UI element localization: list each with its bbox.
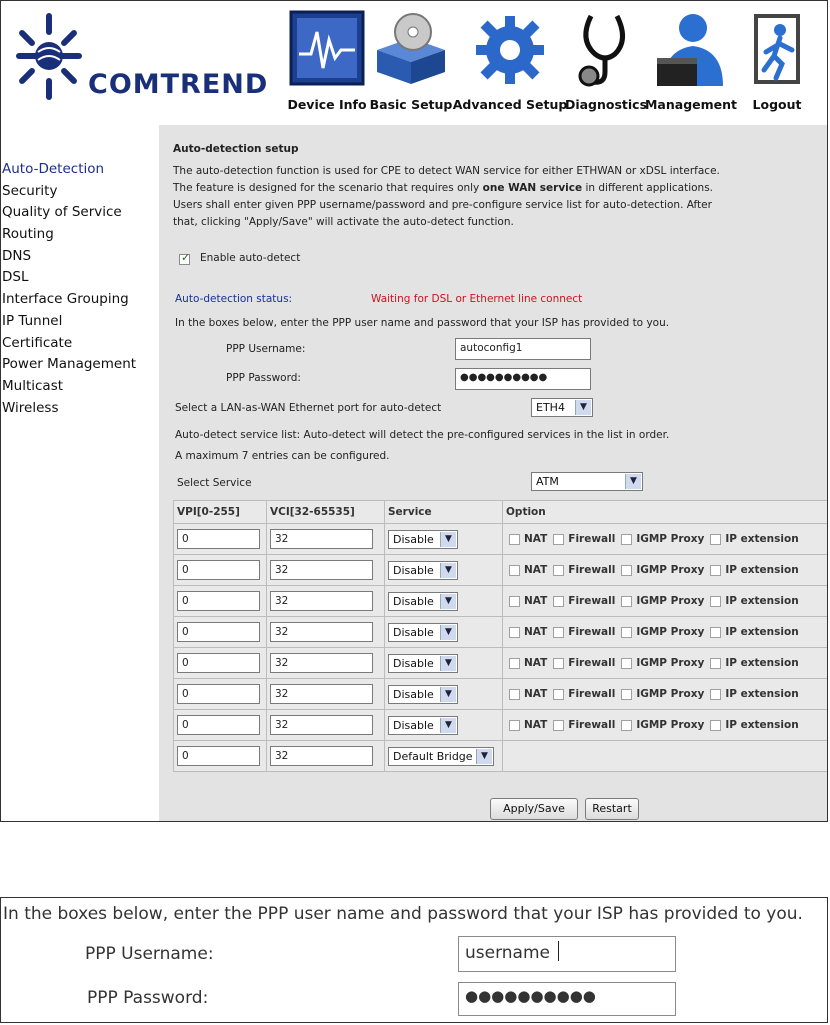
vci-input[interactable]: 32 — [270, 591, 373, 611]
option-group — [503, 533, 827, 545]
option-item[interactable] — [619, 657, 704, 669]
nav-label: Basic Setup — [369, 97, 453, 112]
sidebar-item-routing[interactable]: Routing — [2, 226, 54, 243]
desc-line: The auto-detection function is used for CPE to detect WAN service for either ETHWAN or xDSL interface. — [173, 165, 720, 177]
option-label: NAT — [524, 564, 548, 576]
option-checkbox[interactable] — [710, 627, 721, 638]
table-row — [174, 524, 828, 555]
option-checkbox[interactable] — [710, 565, 721, 576]
table-header-row — [174, 501, 828, 524]
service-cell — [385, 710, 503, 741]
chevron-down-icon: ▼ — [440, 687, 456, 702]
chevron-down-icon: ▼ — [440, 625, 456, 640]
option-label: Firewall — [568, 533, 616, 545]
option-checkbox[interactable] — [621, 627, 632, 638]
vpi-input[interactable]: 0 — [177, 746, 260, 766]
option-item[interactable] — [551, 595, 615, 607]
vci-input[interactable]: 32 — [270, 715, 373, 735]
sidebar-item-multicast[interactable]: Multicast — [2, 377, 64, 394]
option-cell — [503, 555, 828, 586]
page-title: Auto-detection setup — [173, 143, 299, 155]
option-checkbox[interactable] — [509, 658, 520, 669]
option-cell — [503, 648, 828, 679]
option-label: NAT — [524, 688, 548, 700]
nav-label: Advanced Setup — [452, 97, 568, 112]
lan-wan-port-value: ETH4 — [536, 401, 565, 414]
option-group — [503, 595, 827, 607]
option-label: Firewall — [568, 657, 616, 669]
option-group — [503, 657, 827, 669]
service-select-value: Default Bridge — [393, 749, 473, 763]
option-checkbox[interactable] — [553, 596, 564, 607]
service-list-text: Auto-detect service list: Auto-detect will detect the pre-configured services in the list in order. — [175, 429, 670, 441]
option-label: Firewall — [568, 595, 616, 607]
ppp-password-input[interactable]: ●●●●●●●●●● — [455, 368, 591, 390]
option-checkbox[interactable] — [553, 627, 564, 638]
option-cell — [503, 710, 828, 741]
option-checkbox[interactable] — [621, 658, 632, 669]
vci-header: VCI[32-65535] — [267, 501, 385, 524]
vpi-cell — [174, 586, 267, 617]
nav-logout[interactable] — [744, 10, 810, 112]
option-label: NAT — [524, 595, 548, 607]
sidebar-item-wireless[interactable]: Wireless — [2, 399, 59, 416]
sidebar-item-dsl[interactable]: DSL — [2, 269, 29, 286]
sidebar-item-ip-tunnel[interactable]: IP Tunnel — [2, 312, 63, 329]
select-service-dropdown[interactable] — [531, 472, 643, 491]
option-item[interactable] — [708, 719, 798, 731]
table-row — [174, 679, 828, 710]
option-checkbox[interactable] — [509, 565, 520, 576]
table-row — [174, 555, 828, 586]
option-item[interactable] — [507, 626, 547, 638]
option-checkbox[interactable] — [509, 627, 520, 638]
service-select-value: Disable — [393, 625, 434, 639]
option-checkbox[interactable] — [553, 689, 564, 700]
vci-cell — [267, 524, 385, 555]
option-label: NAT — [524, 533, 548, 545]
option-label: IGMP Proxy — [636, 719, 705, 731]
vci-input[interactable]: 32 — [270, 622, 373, 642]
service-select-value: Disable — [393, 656, 434, 670]
option-cell-empty — [503, 741, 828, 772]
option-item[interactable] — [507, 595, 547, 607]
table-row — [174, 710, 828, 741]
service-select[interactable] — [388, 623, 458, 642]
chevron-down-icon: ▼ — [440, 532, 456, 547]
select-service-value: ATM — [536, 475, 559, 488]
chevron-down-icon: ▼ — [440, 594, 456, 609]
vpi-cell — [174, 741, 267, 772]
option-label: NAT — [524, 657, 548, 669]
option-checkbox[interactable] — [621, 689, 632, 700]
zoom-username-label: PPP Username: — [85, 944, 214, 964]
zoom-password-input[interactable]: ●●●●●●●●●● — [458, 982, 676, 1016]
zoomed-ppp-callout — [0, 897, 828, 1023]
vci-input[interactable]: 32 — [270, 746, 373, 766]
option-item[interactable] — [507, 688, 547, 700]
chevron-down-icon: ▼ — [575, 400, 591, 415]
service-select[interactable] — [388, 561, 458, 580]
apply-save-button[interactable]: Apply/Save — [490, 798, 578, 820]
restart-button[interactable]: Restart — [585, 798, 639, 820]
option-item[interactable] — [551, 688, 615, 700]
zoom-password-label: PPP Password: — [87, 988, 209, 1008]
main-panel — [159, 125, 828, 822]
vci-input[interactable]: 32 — [270, 560, 373, 580]
logo-emblem-icon — [14, 8, 84, 108]
vpi-header: VPI[0-255] — [174, 501, 267, 524]
table-row — [174, 586, 828, 617]
lan-wan-label: Select a LAN-as-WAN Ethernet port for auto-detect — [175, 402, 442, 414]
chevron-down-icon: ▼ — [440, 563, 456, 578]
service-select-value: Disable — [393, 532, 434, 546]
nav-basic-setup[interactable] — [369, 10, 453, 112]
lan-wan-port-select[interactable] — [531, 398, 593, 417]
option-item[interactable] — [619, 719, 704, 731]
vpi-input[interactable]: 0 — [177, 622, 260, 642]
vci-cell — [267, 679, 385, 710]
service-select[interactable] — [388, 685, 458, 704]
option-item[interactable] — [551, 719, 615, 731]
option-checkbox[interactable] — [509, 534, 520, 545]
option-checkbox[interactable] — [710, 689, 721, 700]
nav-management[interactable] — [644, 10, 738, 112]
basic-setup-icon — [371, 10, 451, 86]
sidebar-item-auto-detection[interactable]: Auto-Detection — [2, 161, 105, 177]
service-cell — [385, 617, 503, 648]
option-label: NAT — [524, 719, 548, 731]
vci-cell — [267, 586, 385, 617]
option-checkbox[interactable] — [621, 720, 632, 731]
service-cell — [385, 741, 503, 772]
option-label: IGMP Proxy — [636, 688, 705, 700]
option-item[interactable] — [708, 688, 798, 700]
vpi-input[interactable]: 0 — [177, 653, 260, 673]
service-select[interactable] — [388, 654, 458, 673]
vci-cell — [267, 741, 385, 772]
desc-line: that, clicking "Apply/Save" will activate the auto-detect function. — [173, 216, 514, 228]
status-value: Waiting for DSL or Ethernet line connect — [371, 293, 583, 305]
comtrend-logo — [14, 8, 274, 108]
option-checkbox[interactable] — [553, 534, 564, 545]
vpi-cell — [174, 648, 267, 679]
vpi-input[interactable]: 0 — [177, 715, 260, 735]
option-label: IGMP Proxy — [636, 657, 705, 669]
option-checkbox[interactable] — [621, 565, 632, 576]
option-label: Firewall — [568, 719, 616, 731]
service-select[interactable] — [388, 530, 458, 549]
ppp-instructions: In the boxes below, enter the PPP user name and password that your ISP has provided to you. — [175, 317, 670, 329]
vci-cell — [267, 617, 385, 648]
vci-cell — [267, 648, 385, 679]
option-item[interactable] — [708, 564, 798, 576]
vpi-input[interactable]: 0 — [177, 560, 260, 580]
option-label: IGMP Proxy — [636, 595, 705, 607]
desc-line: Users shall enter given PPP username/password and pre-configure service list for auto-detection. After — [173, 199, 712, 211]
nav-label: Diagnostics — [564, 97, 648, 112]
service-select[interactable] — [388, 716, 458, 735]
option-checkbox[interactable] — [710, 720, 721, 731]
nav-label: Logout — [752, 97, 802, 112]
management-icon — [653, 10, 729, 88]
brand-name: COMTREND — [88, 69, 269, 100]
status-label: Auto-detection status: — [175, 293, 293, 305]
service-cell — [385, 679, 503, 710]
option-checkbox[interactable] — [710, 658, 721, 669]
desc-line: The feature is designed for the scenario that requires only one WAN service in different applications. — [173, 182, 714, 194]
option-checkbox[interactable] — [509, 720, 520, 731]
option-label: NAT — [524, 626, 548, 638]
sidebar-item-certificate[interactable]: Certificate — [2, 334, 73, 351]
service-header: Service — [385, 501, 503, 524]
option-label: Firewall — [568, 626, 616, 638]
enable-auto-detect-label: Enable auto-detect — [200, 252, 301, 264]
vpi-cell — [174, 524, 267, 555]
ppp-password-label: PPP Password: — [226, 372, 301, 384]
device-info-icon — [289, 10, 365, 86]
option-item[interactable] — [708, 657, 798, 669]
service-table — [173, 500, 828, 772]
vci-input[interactable]: 32 — [270, 529, 373, 549]
option-checkbox[interactable] — [710, 534, 721, 545]
option-label: IP extension — [725, 564, 799, 576]
nav-device-info[interactable] — [287, 10, 367, 112]
vci-input[interactable]: 32 — [270, 684, 373, 704]
vpi-input[interactable]: 0 — [177, 529, 260, 549]
option-label: IP extension — [725, 595, 799, 607]
option-checkbox[interactable] — [621, 596, 632, 607]
option-label: IP extension — [725, 688, 799, 700]
option-item[interactable] — [551, 657, 615, 669]
table-row — [174, 648, 828, 679]
nav-advanced-setup[interactable] — [452, 10, 568, 112]
option-label: IP extension — [725, 533, 799, 545]
nav-label: Device Info — [287, 97, 367, 112]
option-label: IGMP Proxy — [636, 564, 705, 576]
option-item[interactable] — [507, 564, 547, 576]
header — [2, 2, 828, 125]
service-select-value: Disable — [393, 563, 434, 577]
logout-icon — [746, 10, 808, 88]
option-item[interactable] — [619, 595, 704, 607]
option-item[interactable] — [619, 533, 704, 545]
sidebar-item-dns[interactable]: DNS — [2, 247, 32, 264]
option-checkbox[interactable] — [621, 534, 632, 545]
option-item[interactable] — [708, 595, 798, 607]
option-checkbox[interactable] — [509, 689, 520, 700]
table-row-default-bridge — [174, 741, 828, 772]
option-label: IP extension — [725, 626, 799, 638]
option-item[interactable] — [507, 533, 547, 545]
enable-auto-detect-checkbox[interactable] — [179, 254, 190, 265]
service-cell — [385, 555, 503, 586]
zoom-username-input[interactable] — [458, 936, 676, 972]
option-item[interactable] — [619, 626, 704, 638]
option-label: Firewall — [568, 688, 616, 700]
vci-input[interactable]: 32 — [270, 653, 373, 673]
option-group — [503, 688, 827, 700]
ppp-username-label: PPP Username: — [226, 343, 306, 355]
option-header: Option — [503, 501, 828, 524]
option-item[interactable] — [507, 719, 547, 731]
option-checkbox[interactable] — [710, 596, 721, 607]
vpi-cell — [174, 679, 267, 710]
chevron-down-icon: ▼ — [440, 718, 456, 733]
option-label: IP extension — [725, 657, 799, 669]
option-item[interactable] — [551, 626, 615, 638]
vpi-cell — [174, 555, 267, 586]
ppp-username-input[interactable]: autoconfig1 — [455, 338, 591, 360]
vci-cell — [267, 710, 385, 741]
vpi-cell — [174, 617, 267, 648]
diagnostics-icon — [571, 10, 641, 90]
select-service-label: Select Service — [177, 477, 252, 489]
option-label: IP extension — [725, 719, 799, 731]
option-checkbox[interactable] — [553, 565, 564, 576]
option-item[interactable] — [551, 564, 615, 576]
option-item[interactable] — [619, 564, 704, 576]
option-cell — [503, 679, 828, 710]
service-cell — [385, 648, 503, 679]
option-item[interactable] — [708, 626, 798, 638]
service-select[interactable] — [388, 747, 494, 766]
max-entries-text: A maximum 7 entries can be configured. — [175, 450, 390, 462]
sidebar-item-power-management[interactable]: Power Management — [2, 356, 137, 373]
service-cell — [385, 586, 503, 617]
sidebar-item-qos[interactable]: Quality of Service — [2, 204, 122, 221]
option-cell — [503, 617, 828, 648]
table-row — [174, 617, 828, 648]
option-checkbox[interactable] — [553, 720, 564, 731]
option-label: IGMP Proxy — [636, 626, 705, 638]
service-cell — [385, 524, 503, 555]
option-cell — [503, 586, 828, 617]
chevron-down-icon: ▼ — [625, 474, 641, 489]
nav-diagnostics[interactable] — [564, 10, 648, 112]
option-item[interactable] — [619, 688, 704, 700]
service-select-value: Disable — [393, 594, 434, 608]
text-cursor — [558, 941, 559, 961]
zoom-username-value: username — [465, 943, 550, 963]
service-select[interactable] — [388, 592, 458, 611]
option-group — [503, 626, 827, 638]
option-group — [503, 719, 827, 731]
option-cell — [503, 524, 828, 555]
option-group — [503, 564, 827, 576]
service-select-value: Disable — [393, 687, 434, 701]
service-select-value: Disable — [393, 718, 434, 732]
vpi-input[interactable]: 0 — [177, 591, 260, 611]
nav-label: Management — [644, 97, 738, 112]
option-label: IGMP Proxy — [636, 533, 705, 545]
sidebar — [2, 125, 159, 822]
option-item[interactable] — [551, 533, 615, 545]
option-label: Firewall — [568, 564, 616, 576]
sidebar-item-security[interactable]: Security — [2, 182, 58, 199]
sidebar-item-interface-grouping[interactable]: Interface Grouping — [2, 291, 129, 308]
option-item[interactable] — [708, 533, 798, 545]
vci-cell — [267, 555, 385, 586]
vpi-cell — [174, 710, 267, 741]
option-checkbox[interactable] — [509, 596, 520, 607]
advanced-setup-icon — [472, 10, 548, 86]
chevron-down-icon: ▼ — [440, 656, 456, 671]
vpi-input[interactable]: 0 — [177, 684, 260, 704]
zoom-instructions: In the boxes below, enter the PPP user name and password that your ISP has provided to you. — [3, 904, 803, 924]
option-checkbox[interactable] — [553, 658, 564, 669]
chevron-down-icon: ▼ — [476, 749, 492, 764]
option-item[interactable] — [507, 657, 547, 669]
